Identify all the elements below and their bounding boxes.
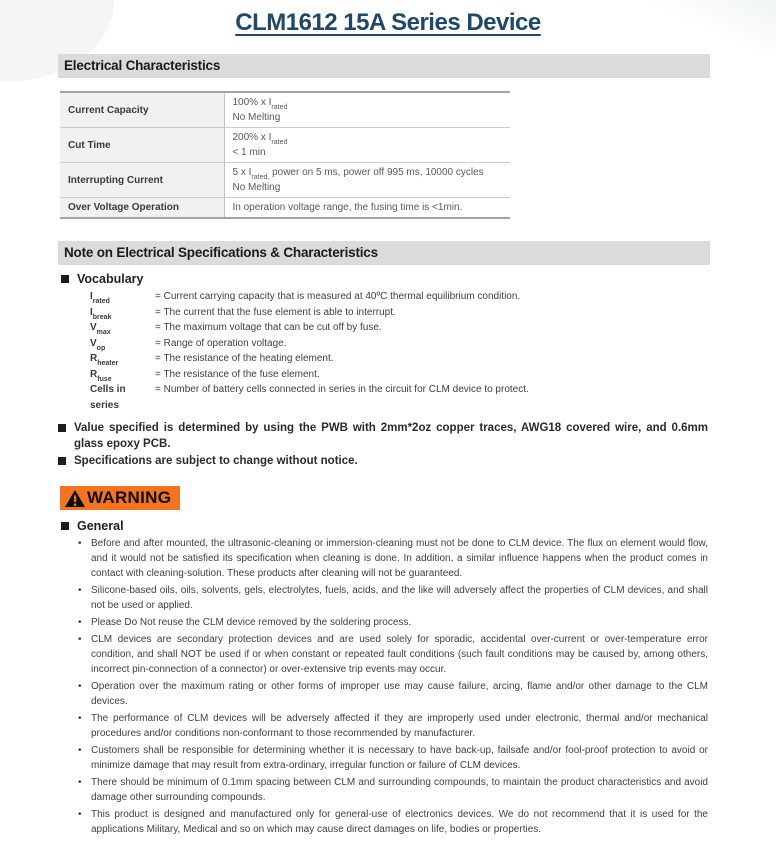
value-line: 100% x $I_{rated}$	[232, 97, 288, 111]
page-content	[58, 54, 710, 837]
bullet-dot-icon: •	[78, 808, 82, 820]
warning-bullet: • CLM devices are secondary protection devices and are used solely for sporadic, accidental over-current or over-temperature error condition, and shall NOT be used if or when constant or repeated fault conditions (such fault conditions may be caused by, among others, incorrect pin-connection of a connector) or over-extensive trip events may occur.	[78, 633, 708, 675]
vocab-item	[90, 289, 710, 305]
row-label: Current Capacity	[60, 92, 224, 128]
vocab-term: $R_{heater}$	[90, 353, 119, 367]
square-bullet-icon	[61, 275, 69, 283]
warning-bullet: • The performance of CLM devices will be adversely affected if they are improperly used under electronic, thermal and/or mechanical procedures and/or conditions non-conformant to those recommended by manufacturer.	[78, 712, 708, 739]
vocab-definition: = The resistance of the heating element.	[155, 353, 334, 364]
bullet-dot-icon: •	[78, 680, 82, 692]
warning-badge	[60, 486, 180, 510]
table-row	[60, 128, 510, 163]
section-heading-electrical-characteristics: Electrical Characteristics	[58, 54, 710, 78]
value-line: 200% x $I_{rated}$	[232, 132, 288, 146]
warning-bullet: • There should be minimum of 0.1mm spacing between CLM and surrounding compounds, to maintain the product characteristics and avoid damage other surrounding compounds.	[78, 776, 708, 803]
vocab-definition: = The maximum voltage that can be cut off by fuse.	[155, 322, 382, 333]
warning-bullet: • Operation over the maximum rating or other forms of improper use may cause failure, arcing, flame and/or other damage to the CLM devices.	[78, 680, 708, 707]
vocab-term: $I_{break}$	[90, 306, 112, 321]
note-item	[58, 453, 710, 469]
warning-bullet-list	[58, 536, 710, 837]
note-text: Specifications are subject to change without notice.	[74, 455, 358, 467]
bullet-dot-icon: •	[78, 712, 82, 724]
warning-bullet: • Customers shall be responsible for determining whether it is necessary to have back-up, failsafe and/or fool-proof protection to avoid or minimize damage that may result from extra-ordinary, irregular function or failure of CLM devices.	[78, 744, 708, 771]
row-label: Cut Time	[60, 128, 224, 163]
vocab-definition: = The current that the fuse element is able to interrupt.	[155, 306, 396, 318]
square-bullet-icon	[61, 522, 69, 530]
note-item	[58, 420, 710, 452]
bullet-dot-icon: •	[78, 776, 82, 788]
value-line: 5 x $I_{rated,}$ power on 5 ms, power off 995 ms, 10000 cycles	[232, 167, 484, 181]
value-line: In operation voltage range, the fusing time is <1min.	[232, 202, 463, 213]
square-bullet-icon	[58, 424, 66, 432]
vocab-item	[90, 320, 710, 336]
vocab-definition: = The resistance of the fuse element.	[155, 368, 320, 380]
vocab-term: $V_{max}$	[90, 322, 111, 336]
vocabulary-heading	[61, 272, 710, 286]
row-label: Over Voltage Operation	[60, 198, 224, 219]
vocabulary-list	[90, 289, 710, 413]
warning-bullet: • This product is designed and manufactured only for general-use of electronics devices. We do not recommend that it is used for the applications Military, Medical and so on which may cause direct damages on life, bodies or properties.	[78, 808, 708, 835]
bullet-dot-icon: •	[78, 633, 82, 645]
vocab-item	[90, 367, 710, 383]
value-line: No Melting	[232, 182, 281, 193]
vocab-definition: = Number of battery cells connected in series in the circuit for CLM device to protect.	[155, 384, 529, 395]
warning-bullet: • Silicone-based oils, oils, solvents, gels, electrolytes, fuels, acids, and the like will adversely affect the properties of CLM devices, and shall not be used or applied.	[78, 584, 708, 611]
note-text: Value specified is determined by using the PWB with 2mm*2oz copper traces, AWG18 covered wire, and 0.6mm glass epoxy PCB.	[74, 422, 708, 450]
table-row	[60, 92, 510, 128]
row-value	[224, 198, 510, 219]
value-line: < 1 min	[232, 147, 266, 158]
row-value	[224, 92, 510, 128]
warning-triangle-icon	[65, 490, 85, 507]
row-value	[224, 128, 510, 163]
vocab-item	[90, 336, 710, 352]
vocab-item	[90, 305, 710, 321]
bullet-dot-icon: •	[78, 744, 82, 756]
warning-bullet: • Before and after mounted, the ultrasonic-cleaning or immersion-cleaning must not be done to CLM device. The flux on element would flow, and it would not be satisfied its specification when cleaning is done. In addition, a similar influence happens when the product comes in contact with cleaning-solution. These products after cleaning will not be guaranteed.	[78, 537, 708, 579]
square-bullet-icon	[58, 457, 66, 465]
warning-bullet: • Please Do Not reuse the CLM device removed by the soldering process.	[78, 616, 412, 628]
vocab-definition: = Current carrying capacity that is measured at 40ºC thermal equilibrium condition.	[155, 291, 521, 302]
value-line: No Melting	[232, 112, 281, 123]
row-value	[224, 163, 510, 198]
general-heading-label: General	[77, 518, 124, 533]
table-row	[60, 198, 510, 219]
section-heading-note-on-electrical: Note on Electrical Specifications & Characteristics	[58, 241, 710, 265]
note-list	[58, 420, 710, 469]
bullet-dot-icon: •	[78, 584, 82, 596]
page-title	[0, 0, 776, 37]
bullet-dot-icon: •	[78, 616, 82, 628]
page-title-text: CLM1612 15A Series Device	[235, 9, 541, 36]
electrical-characteristics-table	[60, 91, 510, 219]
vocab-term: Cells in series	[90, 384, 126, 411]
vocab-item	[90, 382, 710, 413]
vocab-term: $I_{rated}$	[90, 291, 110, 305]
vocab-item	[90, 351, 710, 367]
row-label: Interrupting Current	[60, 163, 224, 198]
general-heading	[61, 519, 710, 533]
vocab-term: $R_{fuse}$	[90, 368, 112, 383]
warning-badge-label: WARNING	[87, 488, 172, 507]
vocabulary-heading-label: Vocabulary	[77, 272, 144, 286]
vocab-definition: = Range of operation voltage.	[155, 337, 287, 349]
vocab-term: $V_{op}$	[90, 337, 106, 352]
bullet-dot-icon: •	[78, 537, 82, 549]
table-row	[60, 163, 510, 198]
